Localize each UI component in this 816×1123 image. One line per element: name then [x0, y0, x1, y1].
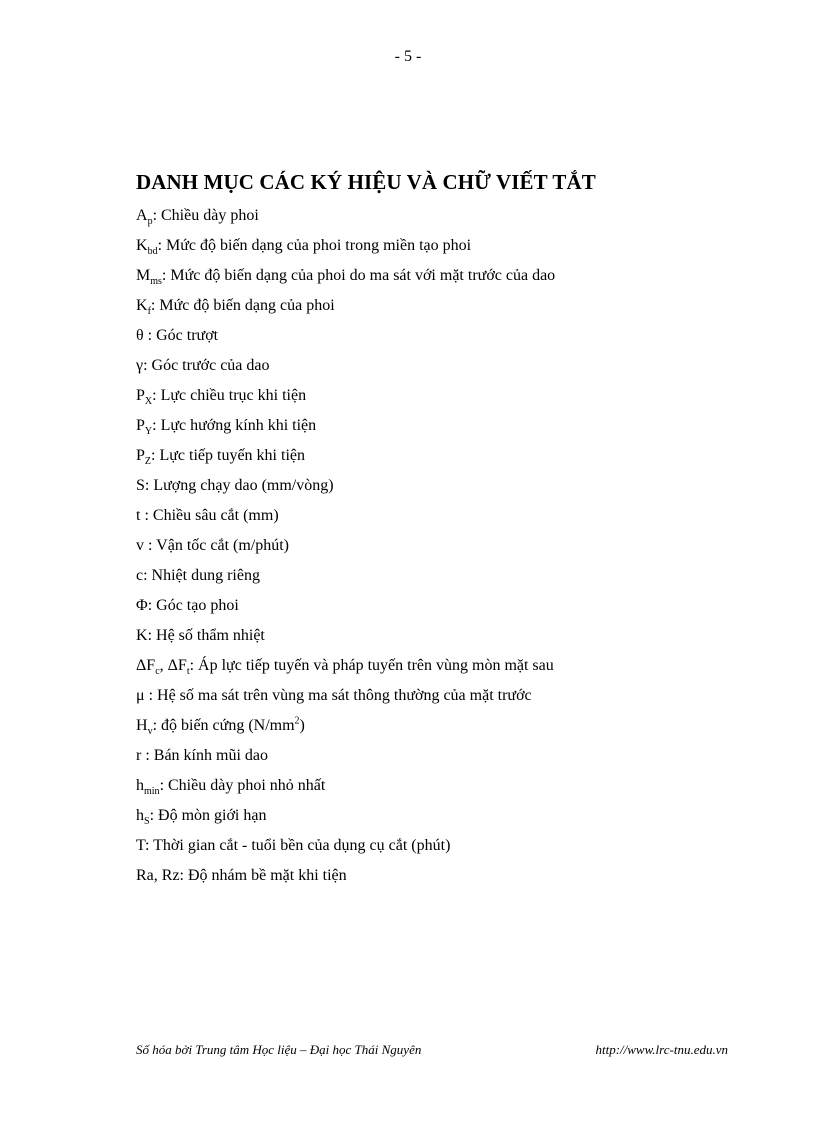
symbol-subscript: Y: [144, 426, 153, 438]
definition: : Lực hướng kính khi tiện: [152, 417, 317, 434]
definition: : Hệ số thẩm nhiệt: [147, 627, 265, 644]
definition: : Góc trước của dao: [143, 357, 270, 374]
symbol-subscript: Z: [144, 456, 152, 468]
abbreviation-list: [136, 204, 555, 894]
definition: : Hệ số ma sát trên vùng ma sát thông thường của mặt trước: [144, 687, 532, 704]
symbol-subscript: p: [147, 216, 153, 228]
symbol-subscript: t: [186, 666, 190, 678]
symbol: h: [136, 807, 144, 824]
symbol: r: [136, 747, 142, 764]
list-item: [136, 324, 555, 354]
definition: : Góc tạo phoi: [147, 597, 239, 614]
symbol: T: [136, 837, 145, 854]
list-item: [136, 204, 555, 234]
definition: : độ biến cứng (N/mm: [152, 717, 295, 734]
list-item: [136, 834, 555, 864]
symbol: S: [136, 477, 145, 494]
symbol-subscript: S: [144, 816, 150, 828]
symbol: P: [136, 447, 145, 464]
symbol: K: [136, 297, 148, 314]
list-item: [136, 444, 555, 474]
definition: : Áp lực tiếp tuyến và pháp tuyến trên vùng mòn mặt sau: [189, 657, 554, 674]
symbol: K: [136, 237, 148, 254]
list-item: [136, 864, 555, 894]
list-item: [136, 564, 555, 594]
definition: : Góc trượt: [143, 327, 219, 344]
definition: : Lực chiều trục khi tiện: [152, 387, 307, 404]
symbol: h: [136, 777, 144, 794]
definition: : Lượng chạy dao (mm/vòng): [144, 477, 334, 494]
definition: : Độ mòn giới hạn: [149, 807, 267, 824]
symbol: P: [136, 417, 145, 434]
symbol-separator: , ΔF: [159, 657, 187, 674]
definition: : Chiều dày phoi nhỏ nhất: [159, 777, 326, 794]
list-item: [136, 594, 555, 624]
definition: : Lực tiếp tuyến khi tiện: [151, 447, 305, 464]
page-number: - 5 -: [394, 48, 422, 65]
symbol: A: [136, 207, 148, 224]
list-item: [136, 714, 555, 744]
definition: : Mức độ biến dạng của phoi trong miền tạo phoi: [157, 237, 472, 254]
list-item: [136, 774, 555, 804]
symbol: γ: [136, 357, 144, 374]
page-title: DANH MỤC CÁC KÝ HIỆU VÀ CHỮ VIẾT TẮT: [136, 170, 596, 194]
symbol: μ: [136, 687, 145, 704]
definition: : Mức độ biến dạng của phoi do ma sát với mặt trước của dao: [161, 267, 556, 284]
symbol: H: [136, 717, 148, 734]
symbol: t: [136, 507, 141, 524]
list-item: [136, 624, 555, 654]
symbol-subscript: ms: [150, 276, 162, 288]
footer-source-text: Số hóa bởi Trung tâm Học liệu – Đại học Thái Nguyên: [136, 1042, 422, 1057]
symbol-subscript: min: [144, 786, 160, 798]
footer-url[interactable]: http://www.lrc-tnu.edu.vn: [595, 1042, 728, 1057]
list-item: [136, 534, 555, 564]
definition-tail: ): [299, 717, 305, 734]
symbol: c: [136, 567, 144, 584]
list-item: [136, 654, 555, 684]
symbol: K: [136, 627, 148, 644]
list-item: [136, 684, 555, 714]
list-item: [136, 294, 555, 324]
list-item: [136, 474, 555, 504]
list-item: [136, 744, 555, 774]
list-item: [136, 504, 555, 534]
symbol-subscript: X: [144, 396, 153, 408]
definition: : Độ nhám bề mặt khi tiện: [179, 867, 347, 884]
list-item: [136, 264, 555, 294]
symbol: ΔF: [136, 657, 156, 674]
list-item: [136, 414, 555, 444]
symbol-subscript: c: [155, 666, 160, 678]
symbol: Ra, Rz: [136, 867, 180, 884]
symbol-subscript: v: [147, 726, 153, 738]
symbol-subscript: f: [147, 306, 151, 318]
unit-superscript: 2: [294, 715, 300, 727]
list-item: [136, 384, 555, 414]
definition: : Mức độ biến dạng của phoi: [150, 297, 335, 314]
definition: : Bán kính mũi dao: [141, 747, 268, 764]
symbol: v: [136, 537, 144, 554]
definition: : Vận tốc cắt (m/phút): [144, 537, 289, 554]
list-item: [136, 804, 555, 834]
symbol: M: [136, 267, 151, 284]
symbol-subscript: bd: [147, 246, 158, 258]
list-item: [136, 354, 555, 384]
symbol: θ: [136, 327, 144, 344]
definition: : Thời gian cắt - tuổi bền của dụng cụ cắt (phút): [144, 837, 451, 854]
definition: : Chiều dày phoi: [152, 207, 259, 224]
definition: : Chiều sâu cắt (mm): [140, 507, 279, 524]
list-item: [136, 234, 555, 264]
definition: : Nhiệt dung riêng: [143, 567, 260, 584]
symbol: P: [136, 387, 145, 404]
symbol: Φ: [136, 597, 148, 614]
